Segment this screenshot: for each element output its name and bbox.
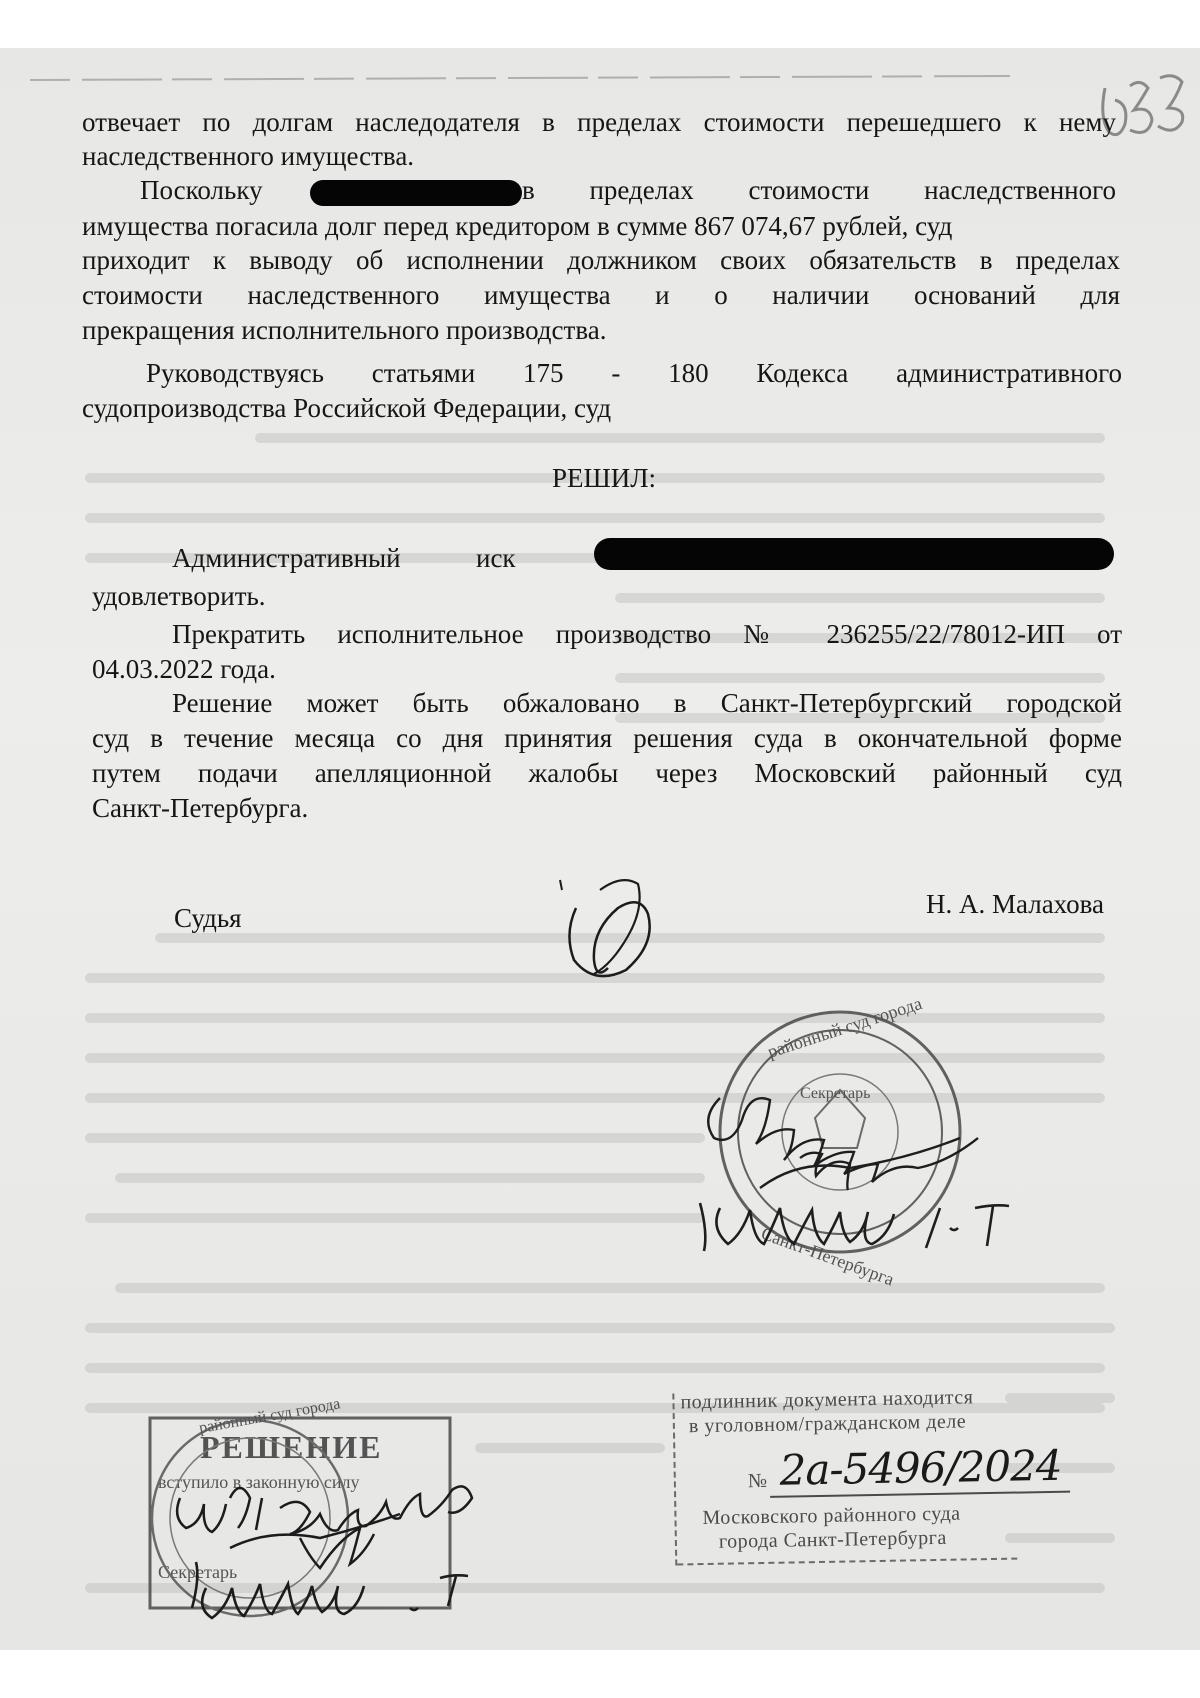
- stamp-line: Московского районного суда: [702, 1502, 961, 1530]
- stamp-line: подлинник документа находится: [680, 1386, 974, 1414]
- svg-text:Санкт-Петербурга: Санкт-Петербурга: [758, 1222, 897, 1290]
- decision-heading: РЕШИЛ:: [552, 463, 657, 493]
- paragraph-line: отвечает по долгам наследодателя в пределах стоимости перешедшего к нему: [82, 107, 1116, 137]
- paragraph-line: удовлетворить.: [92, 581, 266, 611]
- paragraph-line: Санкт-Петербурга.: [92, 793, 309, 823]
- svg-text:вступило в законную силу: вступило в законную силу: [158, 1472, 360, 1492]
- paragraph-line: суд в течение месяца со дня принятия решения суда в окончательной форме: [92, 723, 1122, 753]
- paragraph-line: наследственного имущества.: [82, 141, 415, 171]
- paragraph-line: Решение может быть обжаловано в Санкт-Петербургский городской: [172, 688, 1122, 718]
- svg-text:РЕШЕНИЕ: РЕШЕНИЕ: [200, 1429, 383, 1465]
- svg-text:районный суд города: районный суд города: [197, 1395, 342, 1437]
- stamp-line: в уголовном/гражданском деле: [688, 1410, 967, 1438]
- stamp-line: города Санкт-Петербурга: [718, 1526, 947, 1553]
- svg-text:Секретарь: Секретарь: [800, 1085, 871, 1102]
- paragraph-line: имущества погасила долг перед кредитором в сумме 867 074,67 рублей, суд: [82, 211, 953, 241]
- paragraph-text: иск: [476, 543, 516, 573]
- paragraph-text: Административный: [172, 543, 401, 573]
- paragraph-line: судопроизводства Российской Федерации, суд: [82, 393, 612, 423]
- paragraph-line: путем подачи апелляционной жалобы через Московский районный суд: [92, 758, 1122, 788]
- paragraph-line: 04.03.2022 года.: [92, 654, 276, 684]
- paragraph-line: Руководствуясь статьями 175 - 180 Кодекса административного: [146, 358, 1122, 388]
- paragraph-line: Прекратить исполнительное производство № 236255/22/78012-ИП от: [172, 619, 1122, 649]
- stamp-number-prefix: №: [747, 1469, 768, 1493]
- paragraph-line: стоимости наследственного имущества и о наличии оснований для: [82, 280, 1120, 310]
- paragraph-text: в пределах стоимости наследственного: [522, 175, 1116, 205]
- case-number-handwritten: 2а-5496/2024: [779, 1440, 1062, 1495]
- paragraph-line: приходит к выводу об исполнении должником своих обязательств в пределах: [82, 245, 1120, 275]
- paragraph-line: прекращения исполнительного производства.: [82, 315, 607, 345]
- document-page: [0, 48, 1200, 1650]
- original-location-stamp: [670, 1384, 1083, 1591]
- judge-name: Н. А. Малахова: [926, 889, 1105, 919]
- paragraph-text: Поскольку: [140, 175, 263, 205]
- svg-text:районный суд города: районный суд города: [765, 993, 925, 1062]
- svg-text:Секретарь: Секретарь: [158, 1562, 238, 1582]
- judge-title: Судья: [174, 903, 242, 933]
